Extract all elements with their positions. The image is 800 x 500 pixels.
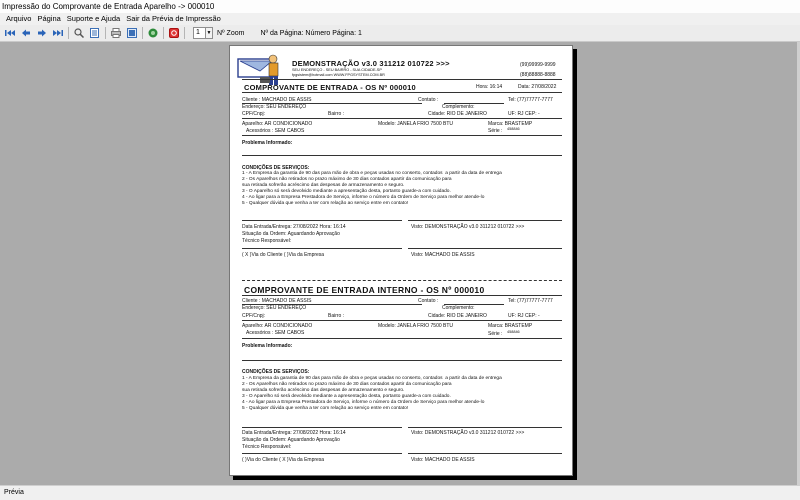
menu-pagina[interactable]: Página (37, 14, 61, 23)
entry-date: Data Entrada/Entrega: 27/08/2022 Hora: 16:14 (242, 430, 346, 436)
menu-bar (0, 13, 800, 25)
technician: Técnico Responsável: (242, 444, 292, 450)
divider (242, 135, 562, 136)
client-contact: Contato : (418, 298, 439, 304)
page-select-value: 1 (196, 29, 200, 36)
print-setup-icon[interactable] (125, 27, 138, 40)
client-phone: Tel: (77)77777-7777 (508, 298, 553, 304)
client-cpf: CPF/Cnpj: (242, 111, 266, 117)
order-status: Situação da Ordem: Aguardando Aprovação (242, 231, 340, 237)
divider (242, 295, 562, 296)
device-serial-label: Série : (488, 331, 503, 337)
toolbar-separator (68, 27, 69, 39)
window-title: Impressão do Comprovante de Entrada Aparelho -> 000010 (0, 0, 800, 13)
condition-1: 1 - A Empresa da garantia de 90 das para mão de obra e peças usadas no conserto, contados a partir da data de entrega (242, 376, 502, 381)
menu-suporte-ajuda[interactable]: Suporte e Ajuda (66, 14, 121, 23)
next-page-icon[interactable] (35, 27, 48, 40)
copy-indicator: ( X )Via do Cliente ( )Via da Empresa (242, 252, 325, 258)
toolbar (0, 25, 800, 42)
device-serial-label: Série : (488, 128, 503, 134)
condition-4: 4 - Ao ligar para a Empresa Prestadora de Serviço, informe o número da Ordem de Serviço para melhor atende-lo (242, 400, 485, 405)
client-name: Cliente : MACHADO DE ASSIS (242, 97, 312, 103)
device-model: Modelo: JANELA FRIO 7500 BTU (378, 121, 454, 127)
condition-1: 1 - A Empresa da garantia de 90 das para mão de obra e peças usadas no conserto, contados a partir da data de entrega (242, 171, 502, 176)
signature-line (242, 453, 402, 454)
chevron-down-icon[interactable]: ▼ (206, 30, 212, 36)
menu-sair-previa[interactable]: Sair da Prévia de Impressão (126, 14, 221, 23)
device-model: Modelo: JANELA FRIO 7500 BTU (378, 323, 454, 329)
page-view-icon[interactable] (88, 27, 101, 40)
cut-line (242, 280, 562, 281)
device-brand: Marca: BRASTEMP (488, 121, 533, 127)
client-district: Bairro : (328, 111, 345, 117)
menu-arquivo[interactable]: Arquivo (6, 14, 32, 23)
divider (242, 360, 562, 361)
receipt-title-internal: COMPROVANTE DE ENTRADA INTERNO - OS Nº 000010 (244, 285, 485, 295)
device-type: Aparelho: AR CONDICIONADO (242, 121, 313, 127)
receipt-title: COMPROVANTE DE ENTRADA - OS Nº 000010 (244, 83, 416, 92)
client-cpf: CPF/Cnpj: (242, 313, 266, 319)
client-state-zip: UF: RJ CEP: - (508, 313, 540, 319)
device-serial-value: 458846 (507, 127, 520, 131)
condition-5: 5 - Qualquer dúvida que venha a ter com relação ao serviço entre em contato! (242, 406, 409, 411)
prev-page-icon[interactable] (19, 27, 32, 40)
close-icon[interactable] (167, 27, 180, 40)
signature-line (408, 427, 562, 428)
company-logo-icon (236, 51, 284, 87)
first-page-icon[interactable] (3, 27, 16, 40)
status-bar: Prévia (0, 485, 800, 500)
company-phone-1: (99)99999-9999 (520, 62, 556, 68)
device-brand: Marca: BRASTEMP (488, 323, 533, 329)
condition-4: 4 - Ao ligar para a Empresa Prestadora de Serviço, informe o número da Ordem de Serviço para melhor atende-lo (242, 195, 485, 200)
report-page (229, 45, 573, 476)
receipt-data: Data: 27/08/2022 (518, 84, 557, 90)
toolbar-separator (105, 27, 106, 39)
client-district: Bairro : (328, 313, 345, 319)
client-name: Cliente : MACHADO DE ASSIS (242, 298, 312, 304)
visto-client: Visto: MACHADO DE ASSIS (411, 457, 475, 463)
condition-2b: sua retirada sofrerão acréscimo das despesas de armazenamento e seguro. (242, 388, 405, 393)
export-icon[interactable] (146, 27, 159, 40)
zoom-label: Nº Zoom (217, 29, 245, 37)
signature-line (408, 248, 562, 249)
problem-label: Problema Informado: (242, 343, 293, 349)
condition-5: 5 - Qualquer dúvida que venha a ter com relação ao serviço entre em contato! (242, 201, 409, 206)
conditions-title: CONDIÇÕES DE SERVIÇOS: (242, 369, 310, 375)
client-complement: Complemento: (442, 104, 475, 110)
divider (242, 320, 562, 321)
condition-3: 3 - O Aparelho só será devolvido mediante a apresentação desta, portanto guarde-a com cuidado. (242, 394, 451, 399)
last-page-icon[interactable] (51, 27, 64, 40)
condition-2b: sua retirada sofrerão acréscimo das despesas de armazenamento e seguro. (242, 183, 405, 188)
client-address: Endereço: SEU ENDEREÇO (242, 305, 307, 311)
client-state-zip: UF: RJ CEP: - (508, 111, 540, 117)
client-phone: Tel: (77)77777-7777 (508, 97, 553, 103)
signature-line (408, 453, 562, 454)
condition-2: 2 - Os Aparelhos não retirados no prazo máximo de 30 dias contados apartir da comunicação para (242, 177, 452, 182)
visto-company: Visto: DEMONSTRAÇÃO v3.0 311212 010722 >>> (411, 430, 525, 436)
technician: Técnico Responsável: (242, 238, 292, 244)
signature-line (408, 220, 562, 221)
visto-client: Visto: MACHADO DE ASSIS (411, 252, 475, 258)
client-city: Cidade: RIO DE JANEIRO (428, 111, 487, 117)
divider (242, 92, 562, 93)
signature-line (242, 427, 402, 428)
company-name: DEMONSTRAÇÃO v3.0 311212 010722 >>> (292, 59, 450, 68)
entry-date: Data Entrada/Entrega: 27/08/2022 Hora: 16:14 (242, 224, 346, 230)
client-city: Cidade: RIO DE JANEIRO (428, 313, 487, 319)
company-phone-2: (88)88888-8888 (520, 72, 556, 78)
divider (242, 79, 562, 80)
signature-line (242, 248, 402, 249)
receipt-hora: Hora: 16:14 (476, 84, 503, 90)
condition-2: 2 - Os Aparelhos não retirados no prazo máximo de 30 dias contados apartir da comunicação para (242, 382, 452, 387)
condition-3: 3 - O Aparelho só será devolvido mediante a apresentação desta, portanto guarde-a com cuidado. (242, 189, 451, 194)
copy-indicator: ( )Via do Cliente ( X )Via da Empresa (242, 457, 325, 463)
client-complement: Complemento: (442, 305, 475, 311)
divider (242, 338, 562, 339)
device-type: Aparelho: AR CONDICIONADO (242, 323, 313, 329)
page-info: Nº da Página: Número Página: 1 (260, 29, 362, 37)
divider (242, 155, 562, 156)
problem-label: Problema Informado: (242, 140, 293, 146)
print-icon[interactable] (109, 27, 122, 40)
client-contact: Contato : (418, 97, 439, 103)
toolbar-separator (142, 27, 143, 39)
page-select[interactable] (193, 27, 213, 39)
conditions-title: CONDIÇÕES DE SERVIÇOS: (242, 165, 310, 171)
client-address: Endereço: SEU ENDEREÇO (242, 104, 307, 110)
toolbar-separator (184, 27, 185, 39)
company-contact: fpgsistem@hotmail.com WWW.FPGSYSTEM.COM.BR (292, 73, 385, 77)
divider (242, 118, 562, 119)
signature-line (242, 220, 402, 221)
device-accessories: Acessórios : SEM CABOS (246, 330, 305, 336)
order-status: Situação da Ordem: Aguardando Aprovação (242, 437, 340, 443)
device-serial-value: 458846 (507, 330, 520, 334)
device-accessories: Acessórios : SEM CABOS (246, 128, 305, 134)
zoom-icon[interactable] (72, 27, 85, 40)
visto-company: Visto: DEMONSTRAÇÃO v3.0 311212 010722 >>> (411, 224, 525, 230)
company-address: SEU ENDEREÇO - SEU BAIRRO - SUA CIDADE-SP (292, 68, 382, 72)
toolbar-separator (163, 27, 164, 39)
